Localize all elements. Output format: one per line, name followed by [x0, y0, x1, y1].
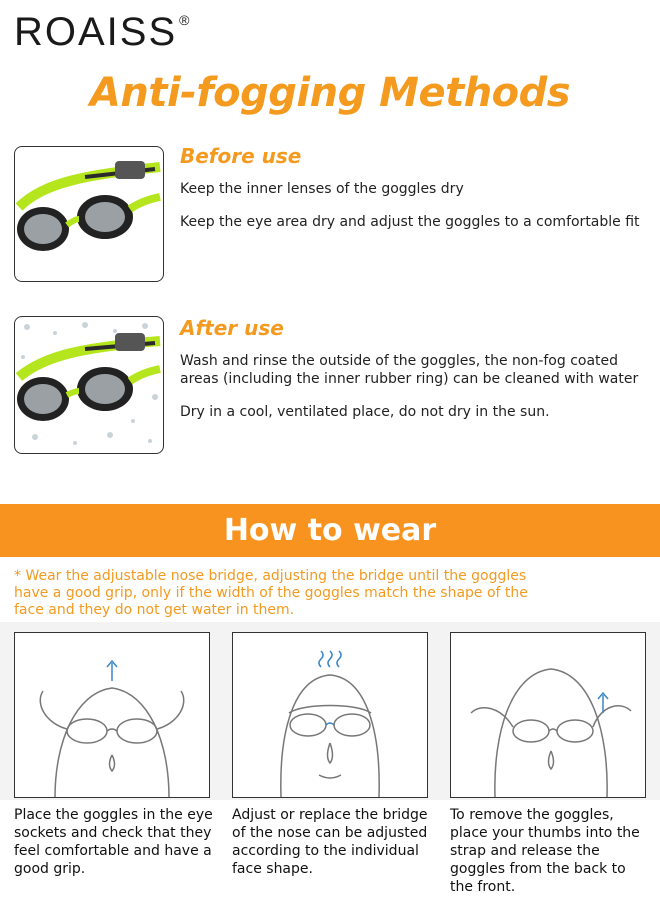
- wear-step-3-illustration: [450, 632, 646, 798]
- wear-step-1-illustration: [14, 632, 210, 798]
- brand-name: ROAISS: [14, 10, 178, 54]
- after-use-line-1: Wash and rinse the outside of the goggles, the non-fog coated areas (including the inner rubber ring) can be cleaned with water: [180, 353, 639, 387]
- goggles-water-icon: [15, 317, 163, 453]
- wear-step-2-illustration: [232, 632, 428, 798]
- goggles-wet-image: [14, 316, 164, 454]
- wear-step-3-text: To remove the goggles, place your thumbs into the strap and release the goggles from the back to the front.: [450, 807, 640, 895]
- before-use-line-2: Keep the eye area dry and adjust the goggles to a comfortable fit: [180, 214, 640, 230]
- how-to-wear-banner: How to wear: [0, 504, 660, 557]
- before-use-line-1: Keep the inner lenses of the goggles dry: [180, 181, 464, 197]
- goggles-icon: [15, 147, 163, 281]
- wear-step-1-text: Place the goggles in the eye sockets and check that they feel comfortable and have a good grip.: [14, 807, 213, 877]
- goggles-image: [14, 146, 164, 282]
- brand-logo: [14, 10, 191, 55]
- registered-mark: ®: [179, 11, 192, 28]
- after-use-line-2: Dry in a cool, ventilated place, do not dry in the sun.: [180, 404, 550, 420]
- nose-bridge-note: * Wear the adjustable nose bridge, adjusting the bridge until the goggles have a good grip, only if the width of the goggles match the shape of the face and they do not get water in them.: [14, 568, 528, 618]
- before-use-title: Before use: [180, 144, 302, 168]
- wear-step-2-text: Adjust or replace the bridge of the nose can be adjusted according to the individual face shape.: [232, 807, 428, 877]
- page-title: Anti-fogging Methods: [89, 70, 571, 116]
- after-use-title: After use: [180, 316, 284, 340]
